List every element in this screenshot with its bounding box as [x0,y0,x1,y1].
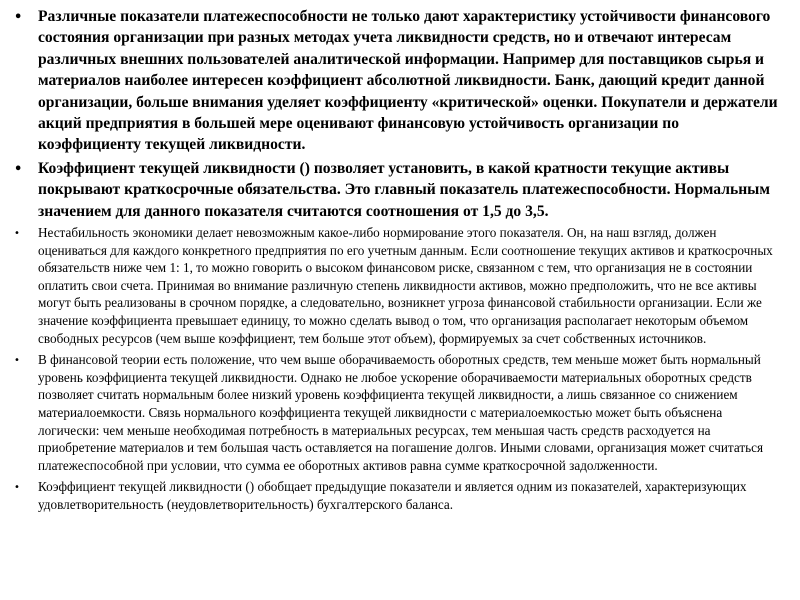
bullet-dot-icon: • [14,228,20,240]
bullet-text: В финансовой теории есть положение, что чем выше оборачиваемость оборотных средств, тем меньше может быть нормальный уровень коэффициента текущей ликвидности. Однако не любое ускорение оборачиваемости материальных оборотных средств позволяет считать нормальным более низкий уровень коэффициента текущей ликвидности, а лишь связанное со снижением материалоемкости. Связь нормального коэффициента текущей ликвидности с материалоемкостью может быть объяснена логически: чем меньше необходимая потребность в материальных ресурсах, тем меньшая часть средств расходуется на приобретение материалов и тем большая часть оставляется на погашение долгов. Иными словами, организация может считаться платежеспособной при условии, что сумма ее оборотных активов равна сумме краткосрочной задолженности. [38,352,764,473]
bullet-dot-icon: • [14,10,23,25]
bullet-text: Различные показатели платежеспособности не только дают характеристику устойчивости финансового состояния организации при разных методах учета ликвидности средств, но и отвечают интересам различных внешних пользователей аналитической информации. Например для поставщиков сырья и материалов наиболее интересен коэффициент абсолютной ликвидности. Банк, дающий кредит данной организации, больше внимания уделяет коэффициенту «критической» оценки. Покупатели и держатели акций предприятия в большей мере оценивают финансовую устойчивость организации по коэффициенту текущей ликвидности. [38,8,778,154]
bullet-dot-icon: • [14,482,20,494]
bullet-item-current-ratio [10,158,786,222]
bullet-dot-icon: • [14,355,20,367]
bullet-text: Коэффициент текущей ликвидности () позволяет установить, в какой кратности текущие активы покрывают краткосрочные обязательства. Это главный показатель платежеспособности. Нормальным значением для данного показателя считаются соотношения от 1,5 до 3,5. [38,159,770,220]
bullet-item-balance-sheet [10,478,786,513]
bullet-list [10,6,786,514]
bullet-item-turnover-theory [10,351,786,474]
bullet-text: Нестабильность экономики делает невозможным какое-либо нормирование этого показателя. Он, на наш взгляд, должен оцениваться для каждого конкретного предприятия по его учетным данным. Если соотношение текущих активов и краткосрочных обязательств ниже чем 1: 1, то можно говорить о высоком финансовом риске, связанном с тем, что организация не в состоянии оплатить свои счета. Принимая во внимание различную степень ликвидности активов, можно предположить, что не все активы могут быть реализованы в срочном порядке, а следовательно, возникнет угроза финансовой стабильности организации. Если же значение коэффициента превышает единицу, то можно сделать вывод о том, что организация располагает некоторым объемом свободных ресурсов (чем выше коэффициент, тем больше этот объем), формируемых за счет собственных источников. [38,225,773,346]
bullet-item-economic-instability [10,224,786,347]
bullet-text: Коэффициент текущей ликвидности () обобщает предыдущие показатели и является одним из показателей, характеризующих удовлетворительность (неудовлетворительность) бухгалтерского баланса. [38,479,747,512]
bullet-item-solvency-indicators [10,6,786,156]
bullet-dot-icon: • [14,161,23,177]
